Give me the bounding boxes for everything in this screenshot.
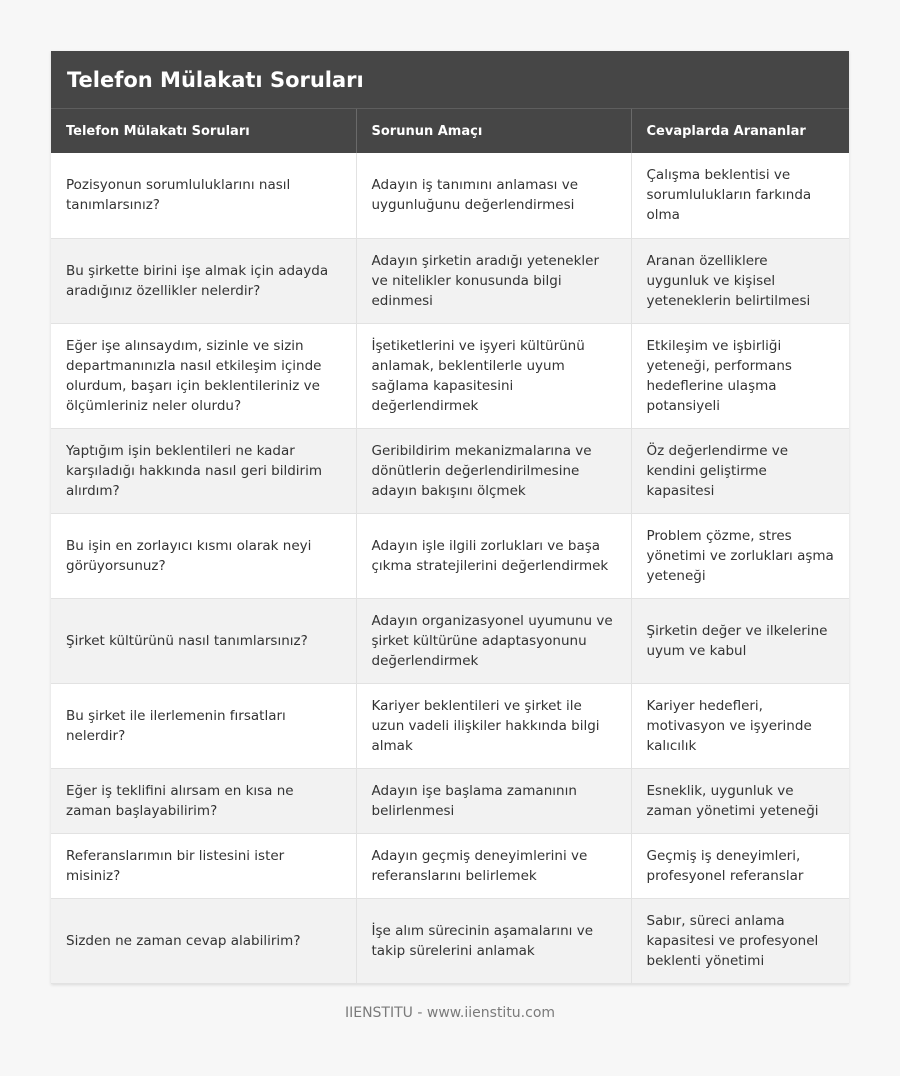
column-header-expected: Cevaplarda Arananlar	[631, 109, 849, 153]
table-row	[51, 153, 849, 238]
question-cell: Bu şirkette birini işe almak için adayda aradığınız özellikler nelerdir?	[51, 238, 356, 323]
purpose-cell: Adayın geçmiş deneyimlerini ve referanslarını belirlemek	[356, 833, 631, 898]
question-cell: Referanslarımın bir listesini ister misiniz?	[51, 833, 356, 898]
table-row	[51, 428, 849, 513]
question-cell: Bu işin en zorlayıcı kısmı olarak neyi görüyorsunuz?	[51, 513, 356, 598]
table-title: Telefon Mülakatı Soruları	[51, 51, 849, 109]
expected-cell: Problem çözme, stres yönetimi ve zorlukları aşma yeteneği	[631, 513, 849, 598]
purpose-cell: Geribildirim mekanizmalarına ve dönütlerin değerlendirilmesine adayın bakışını ölçmek	[356, 428, 631, 513]
expected-cell: Aranan özelliklere uygunluk ve kişisel yeteneklerin belirtilmesi	[631, 238, 849, 323]
question-cell: Bu şirket ile ilerlemenin fırsatları nelerdir?	[51, 683, 356, 768]
expected-cell: Şirketin değer ve ilkelerine uyum ve kabul	[631, 598, 849, 683]
header-row	[51, 109, 849, 153]
expected-cell: Sabır, süreci anlama kapasitesi ve profesyonel beklenti yönetimi	[631, 898, 849, 983]
question-cell: Yaptığım işin beklentileri ne kadar karşıladığı hakkında nasıl geri bildirim alırdım?	[51, 428, 356, 513]
table-row	[51, 238, 849, 323]
purpose-cell: Kariyer beklentileri ve şirket ile uzun vadeli ilişkiler hakkında bilgi almak	[356, 683, 631, 768]
table-row	[51, 683, 849, 768]
expected-cell: Çalışma beklentisi ve sorumlulukların farkında olma	[631, 153, 849, 238]
table-row	[51, 323, 849, 428]
question-cell: Eğer işe alınsaydım, sizinle ve sizin departmanınızla nasıl etkileşim içinde olurdum, başarı için beklentileriniz ve ölçümleriniz neler olurdu?	[51, 323, 356, 428]
purpose-cell: İşe alım sürecinin aşamalarını ve takip sürelerini anlamak	[356, 898, 631, 983]
table-card	[51, 51, 849, 984]
purpose-cell: Adayın organizasyonel uyumunu ve şirket kültürüne adaptasyonunu değerlendirmek	[356, 598, 631, 683]
question-cell: Pozisyonun sorumluluklarını nasıl tanımlarsınız?	[51, 153, 356, 238]
purpose-cell: Adayın işle ilgili zorlukları ve başa çıkma stratejilerini değerlendirmek	[356, 513, 631, 598]
purpose-cell: Adayın şirketin aradığı yetenekler ve nitelikler konusunda bilgi edinmesi	[356, 238, 631, 323]
footer-credit: IIENSTITU - www.iienstitu.com	[344, 1005, 556, 1021]
table-row	[51, 513, 849, 598]
column-header-questions: Telefon Mülakatı Soruları	[51, 109, 356, 153]
table-row	[51, 833, 849, 898]
expected-cell: Geçmiş iş deneyimleri, profesyonel referanslar	[631, 833, 849, 898]
purpose-cell: İşetiketlerini ve işyeri kültürünü anlamak, beklentilerle uyum sağlama kapasitesini değerlendirmek	[356, 323, 631, 428]
purpose-cell: Adayın iş tanımını anlaması ve uygunluğunu değerlendirmesi	[356, 153, 631, 238]
purpose-cell: Adayın işe başlama zamanının belirlenmesi	[356, 768, 631, 833]
expected-cell: Etkileşim ve işbirliği yeteneği, performans hedeflerine ulaşma potansiyeli	[631, 323, 849, 428]
questions-table	[51, 109, 849, 984]
table-row	[51, 598, 849, 683]
expected-cell: Esneklik, uygunluk ve zaman yönetimi yeteneği	[631, 768, 849, 833]
question-cell: Eğer iş teklifini alırsam en kısa ne zaman başlayabilirim?	[51, 768, 356, 833]
question-cell: Sizden ne zaman cevap alabilirim?	[51, 898, 356, 983]
column-header-purpose: Sorunun Amaçı	[356, 109, 631, 153]
expected-cell: Kariyer hedefleri, motivasyon ve işyerinde kalıcılık	[631, 683, 849, 768]
expected-cell: Öz değerlendirme ve kendini geliştirme kapasitesi	[631, 428, 849, 513]
table-row	[51, 768, 849, 833]
question-cell: Şirket kültürünü nasıl tanımlarsınız?	[51, 598, 356, 683]
table-row	[51, 898, 849, 983]
